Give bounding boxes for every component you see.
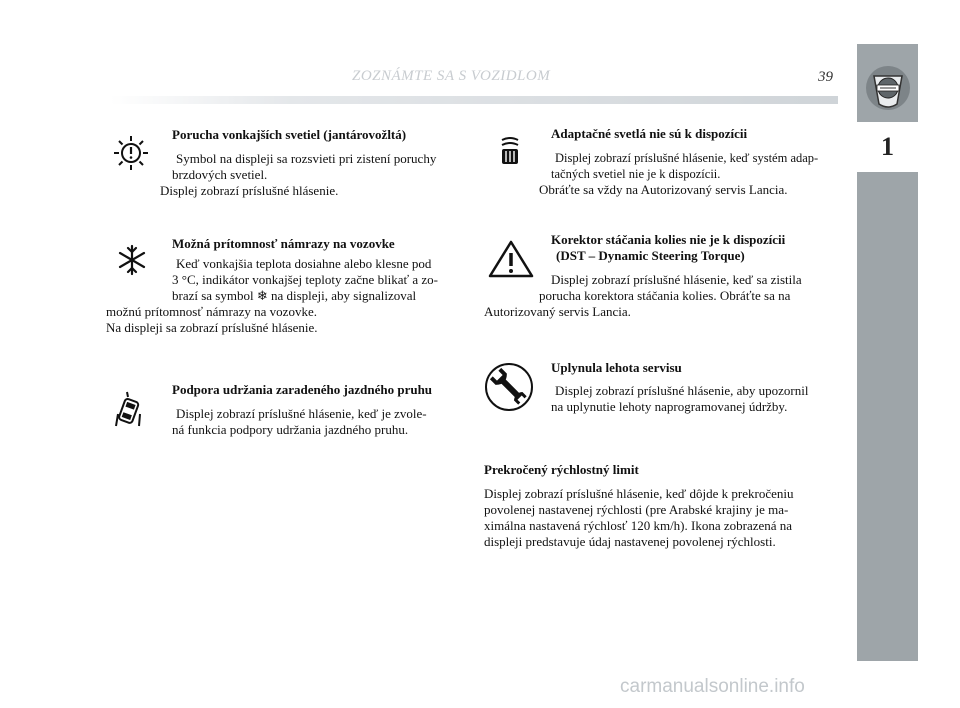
bulb-fault-icon bbox=[110, 132, 152, 174]
text-line: porucha korektora stáčania kolies. Obráťte sa na bbox=[539, 288, 791, 303]
dst-fault-subtitle: (DST – Dynamic Steering Torque) bbox=[556, 248, 745, 263]
adaptive-light-title: Adaptačné svetlá nie sú k dispozícii bbox=[551, 126, 748, 141]
wrench-icon bbox=[484, 362, 534, 412]
text-line: Displej zobrazí príslušné hlásenie, keď dôjde k prekročeniu bbox=[484, 486, 794, 501]
text-line: tačných svetiel nie je k dispozícii. bbox=[551, 167, 721, 181]
text-line: ná funkcia podpory udržania jazdného pruhu. bbox=[172, 422, 409, 437]
text-line: Displej zobrazí príslušné hlásenie, keď systém adap- bbox=[555, 151, 819, 165]
frost-warning-title: Možná prítomnosť námrazy na vozovke bbox=[172, 236, 395, 251]
text-line: Displej zobrazí príslušné hlásenie. bbox=[160, 183, 339, 198]
exterior-light-fault-text bbox=[172, 151, 457, 183]
dst-fault-text bbox=[539, 272, 838, 304]
text-line: Displej zobrazí príslušné hlásenie, keď je zvole- bbox=[176, 406, 427, 421]
text-line: Autorizovaný servis Lancia. bbox=[484, 304, 631, 319]
frost-warning-text-continued bbox=[106, 304, 457, 336]
service-due-title: Uplynula lehota servisu bbox=[551, 360, 682, 375]
text-line: displeji predstavuje údaj nastavenej povolenej rýchlosti. bbox=[484, 534, 776, 549]
service-due-text bbox=[551, 383, 838, 415]
snowflake-icon bbox=[116, 244, 148, 276]
text-line: Symbol na displeji sa rozsvieti pri zistení poruchy bbox=[176, 151, 437, 166]
text-line: možnú prítomnosť námrazy na vozovke. bbox=[106, 304, 317, 319]
text-line: Keď vonkajšia teplota dosiahne alebo klesne pod bbox=[176, 256, 432, 271]
lane-assist-text bbox=[172, 406, 457, 438]
speed-limit-title: Prekročený rýchlostný limit bbox=[484, 462, 639, 477]
lancia-logo-icon bbox=[864, 64, 912, 112]
speed-limit-text bbox=[484, 486, 838, 550]
frost-warning-text bbox=[172, 256, 457, 304]
warning-triangle-icon bbox=[488, 240, 534, 278]
adaptive-light-icon bbox=[498, 136, 522, 170]
chapter-number-box bbox=[857, 122, 918, 172]
text-line: Na displeji sa zobrazí príslušné hlásenie. bbox=[106, 320, 318, 335]
header-rule bbox=[110, 96, 838, 104]
exterior-light-fault-title: Porucha vonkajších svetiel (jantárovožltá) bbox=[172, 127, 407, 142]
page-header-title: ZOZNÁMTE SA S VOZIDLOM bbox=[352, 68, 551, 84]
chapter-number: 1 bbox=[881, 132, 894, 161]
text-line: Displej zobrazí príslušné hlásenie, aby upozornil bbox=[555, 383, 809, 398]
text-line: ximálna nastavená rýchlosť 120 km/h). Ikona zobrazená na bbox=[484, 518, 793, 533]
text-line: brzdových svetiel. bbox=[172, 167, 268, 182]
text-line: na uplynutie lehoty naprogramovanej údržby. bbox=[551, 399, 788, 414]
text-line: Displej zobrazí príslušné hlásenie, keď sa zistila bbox=[551, 272, 802, 287]
dst-fault-title: Korektor stáčania kolies nie je k dispozícii bbox=[551, 232, 786, 247]
text-line: brazí sa symbol ❄ na displeji, aby signalizoval bbox=[172, 288, 417, 303]
watermark: carmanualsonline.info bbox=[620, 676, 805, 697]
lane-assist-icon bbox=[114, 390, 144, 430]
page-number: 39 bbox=[818, 69, 833, 85]
text-line: 3 °C, indikátor vonkajšej teploty začne blikať a zo- bbox=[172, 272, 438, 287]
lane-assist-title: Podpora udržania zaradeného jazdného pruhu bbox=[172, 382, 433, 397]
adaptive-light-text bbox=[551, 150, 838, 182]
text-line: Obráťte sa vždy na Autorizovaný servis Lancia. bbox=[539, 182, 788, 197]
text-line: povolenej nastavenej rýchlosti (pre Arabské krajiny je ma- bbox=[484, 502, 789, 517]
